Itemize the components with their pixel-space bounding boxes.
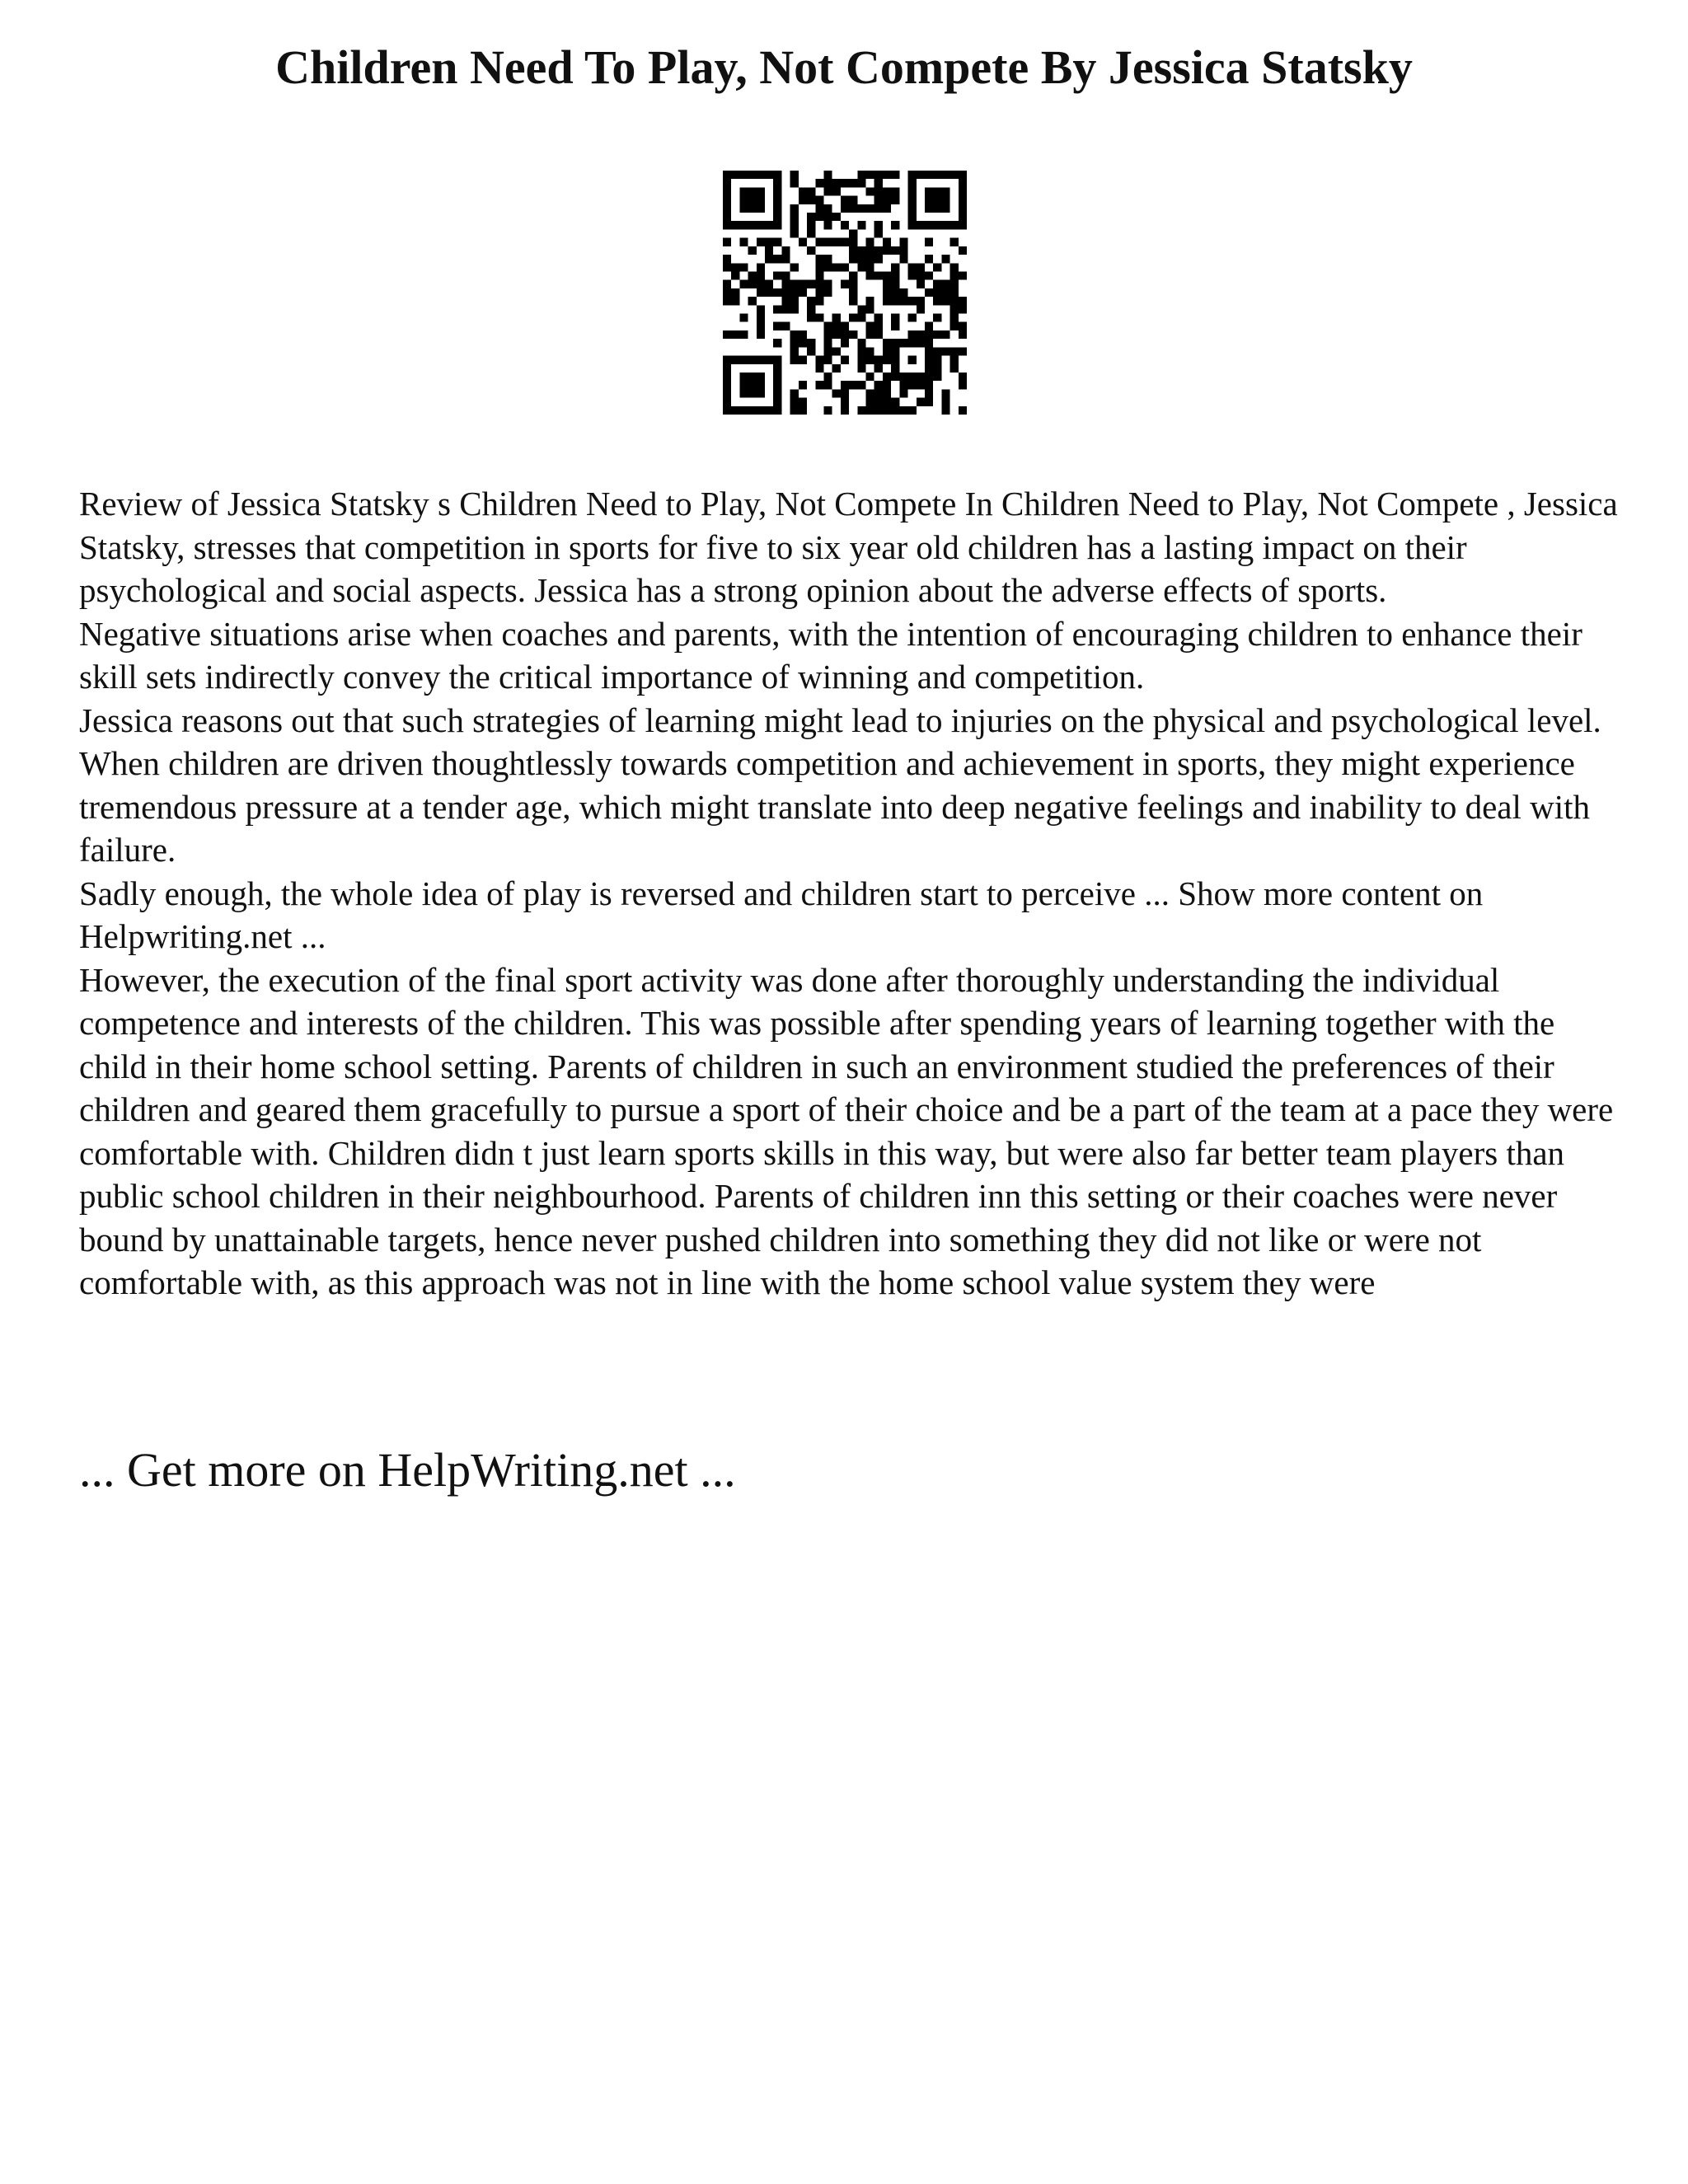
qr-code-icon — [723, 171, 967, 415]
page-title: Children Need To Play, Not Compete By Jessica Statsky — [275, 40, 1413, 94]
article-body — [79, 482, 1629, 1305]
paragraph: Negative situations arise when coaches and parents, with the intention of encouraging children to enhance their skill sets indirectly convey the critical importance of winning and competition. — [79, 614, 1582, 696]
paragraph: However, the execution of the final sport activity was done after thoroughly understanding the individual competence and interests of the children. This was possible after spending years of learning together with the child in their home school setting. Parents of children in such an environment studied the preferences of their children and geared them gracefully to pursue a sport of their choice and be a part of the team at a pace they were comfortable with. Children didn t just learn sports skills in this way, but were also far better team players than public school children in their neighbourhood. Parents of children inn this setting or their coaches were never bound by unattainable targets, hence never pushed children into something they did not like or were not comfortable with, as this approach was not in line with the home school value system they were — [79, 960, 1614, 1301]
get-more-link[interactable]: ... Get more on HelpWriting.net ... — [79, 1443, 736, 1497]
paragraph: Jessica reasons out that such strategies of learning might lead to injuries on the physical and psychological level. When children are driven thoughtlessly towards competition and achievement in sports, they might experience tremendous pressure at a tender age, which might translate into deep negative feelings and inability to deal with failure. — [79, 701, 1601, 869]
paragraph: Sadly enough, the whole idea of play is reversed and children start to perceive ... Show more content on Helpwriting.net ... — [79, 874, 1484, 955]
paragraph: Review of Jessica Statsky s Children Need to Play, Not Compete In Children Need to Play, Not Compete , Jessica Statsky, stresses that competition in sports for five to six year old children has a lasting impact on their psychological and social aspects. Jessica has a strong opinion about the adverse effects of sports. — [79, 485, 1618, 609]
